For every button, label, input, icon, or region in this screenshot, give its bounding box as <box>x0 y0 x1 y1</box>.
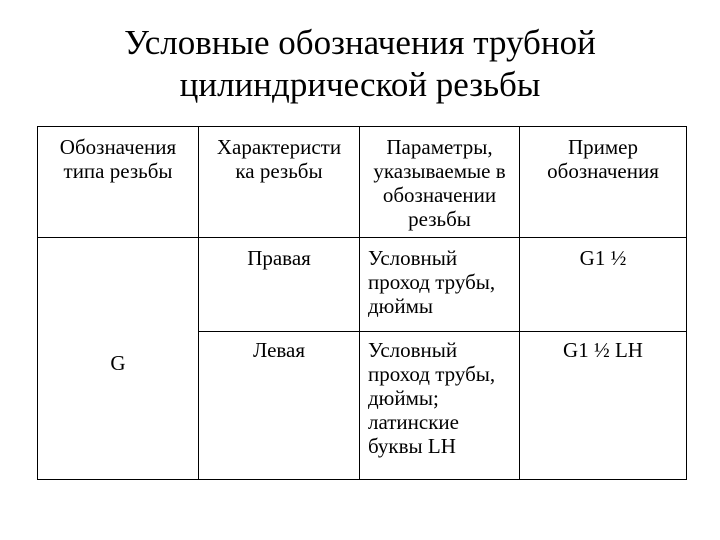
example-cell: G1 ½ LH <box>520 332 687 480</box>
table-header-row <box>38 127 687 238</box>
header-characteristic: Характеристи ка резьбы <box>199 127 360 238</box>
characteristic-cell: Правая <box>199 238 360 332</box>
thread-designation-table <box>37 126 687 480</box>
title-line-1: Условные обозначения трубной <box>124 23 596 62</box>
title-line-2: цилиндрической резьбы <box>179 65 541 104</box>
header-thread-type: Обозначения типа резьбы <box>38 127 199 238</box>
example-cell: G1 ½ <box>520 238 687 332</box>
table-row <box>38 238 687 332</box>
thread-type-cell: G <box>38 238 199 480</box>
characteristic-cell: Левая <box>199 332 360 480</box>
page-title <box>0 22 720 106</box>
header-example: Пример обозначения <box>520 127 687 238</box>
parameters-cell: Условный проход трубы, дюймы; латинские буквы LH <box>360 332 520 480</box>
header-parameters: Параметры, указываемые в обозначении резьбы <box>360 127 520 238</box>
parameters-cell: Условный проход трубы, дюймы <box>360 238 520 332</box>
